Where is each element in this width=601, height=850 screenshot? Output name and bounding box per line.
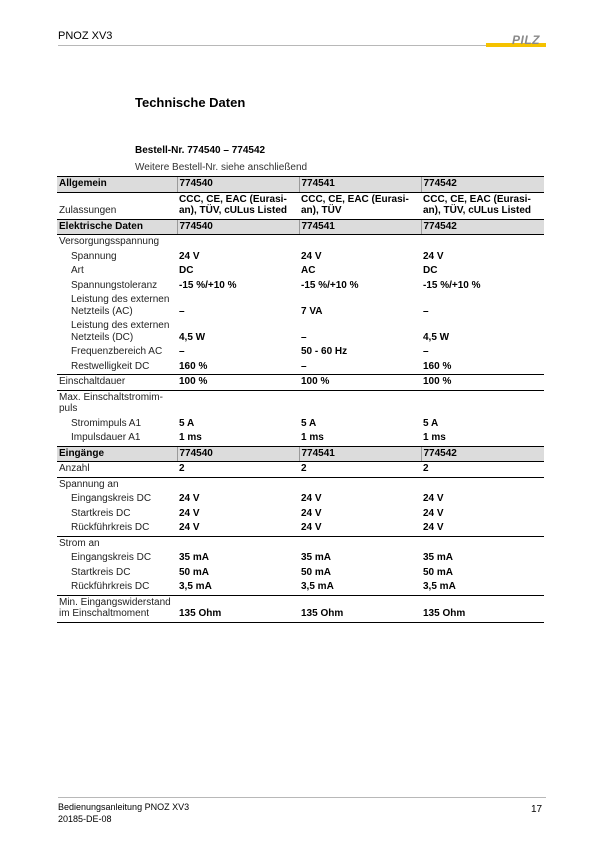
section-header-eingaenge (57, 446, 544, 462)
group-label: Spannung an (57, 477, 544, 492)
row-label: Art (71, 265, 84, 276)
row-label: Startkreis DC (71, 507, 131, 519)
cell-value: 3,5 mA (179, 581, 212, 592)
pilz-logo: PILZ (512, 33, 540, 47)
cell-value: 50 - 60 Hz (301, 346, 348, 357)
table-row (57, 566, 544, 581)
table-row (57, 492, 544, 507)
cell-value: 24 V (301, 250, 322, 262)
cell-value: 100 % (177, 375, 299, 391)
cell-value: -15 %/+10 % (179, 279, 237, 291)
column-header: 774541 (299, 177, 421, 193)
table-row (57, 507, 544, 522)
row-label: Startkreis DC (71, 566, 131, 578)
table-row (57, 345, 544, 360)
cell-value: 50 mA (301, 566, 332, 578)
column-header: 774540 (177, 177, 299, 193)
cell-value: 24 V (423, 250, 444, 262)
cell-value: 24 V (423, 522, 444, 533)
cell-value: 5 A (423, 417, 439, 429)
row-label: Spannungstoleranz (71, 279, 158, 291)
group-row-spannung-an (57, 477, 544, 492)
cell-value: 5 A (179, 417, 195, 429)
group-label: Strom an (57, 536, 544, 551)
table-row (57, 319, 544, 345)
cell-value: CCC, CE, EAC (Eurasi- an), TÜV, cULus Listed (423, 193, 531, 216)
column-header: 774542 (421, 446, 544, 462)
table-row (57, 264, 544, 279)
table-row (57, 417, 544, 432)
cell-value: 7 VA (301, 305, 323, 317)
section-label: Allgemein (57, 177, 177, 193)
cell-value: 1 ms (179, 432, 202, 443)
column-header: 774541 (299, 446, 421, 462)
cell-value: 160 % (179, 360, 208, 372)
cell-value: 4,5 W (179, 331, 206, 343)
row-label: Rückführkreis DC (71, 522, 150, 533)
order-number-subtitle: Weitere Bestell-Nr. siehe anschließend (135, 162, 308, 173)
table-row-anzahl (57, 462, 544, 478)
cell-value: CCC, CE, EAC (Eurasi- an), TÜV (301, 193, 409, 216)
cell-value: 2 (423, 463, 429, 474)
group-label: Max. Einschaltstromim- puls (57, 390, 177, 417)
cell-value: 135 Ohm (299, 595, 421, 622)
section-header-elektrische-daten (57, 219, 544, 235)
page-number: 17 (531, 804, 543, 815)
row-label: Restwelligkeit DC (71, 360, 150, 372)
cell-value: 4,5 W (423, 331, 450, 343)
table-row (57, 521, 544, 536)
row-label: Eingangskreis DC (71, 552, 152, 563)
table-row (57, 293, 544, 319)
cell-value: 24 V (179, 522, 200, 533)
cell-value: DC (423, 265, 438, 276)
table-row (57, 580, 544, 595)
footer-manual-title: Bedienungsanleitung PNOZ XV3 (58, 802, 190, 812)
row-label: Rückführkreis DC (71, 581, 150, 592)
cell-value: 24 V (423, 493, 444, 504)
cell-value: 1 ms (301, 432, 324, 443)
cell-value: – (301, 331, 307, 343)
section-label: Eingänge (57, 446, 177, 462)
cell-value: – (423, 305, 429, 317)
group-row-einschaltstromimpuls (57, 390, 544, 417)
cell-value: – (179, 305, 185, 317)
cell-value: 2 (179, 463, 185, 474)
spec-table (57, 176, 544, 623)
section-title: Technische Daten (135, 95, 246, 110)
row-label: Leistung des externen Netzteils (DC) (71, 320, 170, 343)
group-row-strom-an (57, 536, 544, 551)
cell-value: 2 (301, 463, 307, 474)
header-title: PNOZ XV3 (58, 30, 113, 42)
cell-value: 24 V (179, 250, 200, 262)
cell-value: 50 mA (179, 566, 210, 578)
cell-value: 160 % (423, 360, 452, 372)
cell-value: – (423, 346, 429, 357)
cell-value: 24 V (301, 522, 322, 533)
header-rule (58, 45, 546, 46)
cell-value: 3,5 mA (423, 581, 456, 592)
cell-value: 100 % (421, 375, 544, 391)
table-row (57, 551, 544, 566)
table-row (57, 250, 544, 265)
column-header: 774540 (177, 446, 299, 462)
table-row-einschaltdauer (57, 375, 544, 391)
footer-doc-number: 20185-DE-08 (58, 814, 112, 824)
column-header: 774542 (421, 219, 544, 235)
cell-value: 5 A (301, 417, 317, 429)
cell-value: -15 %/+10 % (423, 279, 481, 291)
cell-value: 24 V (301, 493, 322, 504)
cell-value: 35 mA (301, 552, 332, 563)
section-label: Elektrische Daten (57, 219, 177, 235)
table-row (57, 360, 544, 375)
row-label: Impulsdauer A1 (71, 432, 141, 443)
column-header: 774540 (177, 219, 299, 235)
cell-value: 24 V (423, 507, 444, 519)
table-row (57, 279, 544, 294)
cell-value: 135 Ohm (177, 595, 299, 622)
cell-value: 24 V (179, 493, 200, 504)
column-header: 774541 (299, 219, 421, 235)
footer-rule (58, 797, 546, 798)
cell-value: – (179, 346, 185, 357)
cell-value: 35 mA (179, 552, 210, 563)
cell-value: AC (301, 265, 316, 276)
cell-value: 3,5 mA (301, 581, 334, 592)
row-label: Einschaltdauer (57, 375, 177, 391)
cell-value: -15 %/+10 % (301, 279, 359, 291)
column-header: 774542 (421, 177, 544, 193)
section-header-allgemein (57, 177, 544, 193)
row-label: Eingangskreis DC (71, 493, 152, 504)
group-row-versorgungsspannung (57, 235, 544, 250)
cell-value: 100 % (299, 375, 421, 391)
table-row (57, 431, 544, 446)
group-label: Versorgungsspannung (59, 236, 160, 247)
row-label: Anzahl (59, 463, 90, 474)
row-label: Spannung (71, 250, 117, 262)
cell-value: 24 V (179, 507, 200, 519)
cell-value: 35 mA (423, 552, 454, 563)
cell-value: CCC, CE, EAC (Eurasi- an), TÜV, cULus Listed (179, 193, 287, 216)
table-row-eingangswiderstand (57, 595, 544, 622)
cell-value: 24 V (301, 507, 322, 519)
order-number-title: Bestell-Nr. 774540 – 774542 (135, 145, 266, 156)
cell-value: 135 Ohm (421, 595, 544, 622)
cell-value: – (301, 360, 307, 372)
row-label: Min. Eingangswiderstand im Einschaltmoment (57, 595, 177, 622)
cell-value: 50 mA (423, 566, 454, 578)
row-label: Stromimpuls A1 (71, 417, 142, 429)
table-row-zulassungen (57, 192, 544, 219)
cell-value: DC (179, 265, 194, 276)
row-label: Leistung des externen Netzteils (AC) (71, 294, 170, 317)
row-label: Zulassungen (59, 205, 117, 216)
cell-value: 1 ms (423, 432, 446, 443)
row-label: Frequenzbereich AC (71, 346, 163, 357)
